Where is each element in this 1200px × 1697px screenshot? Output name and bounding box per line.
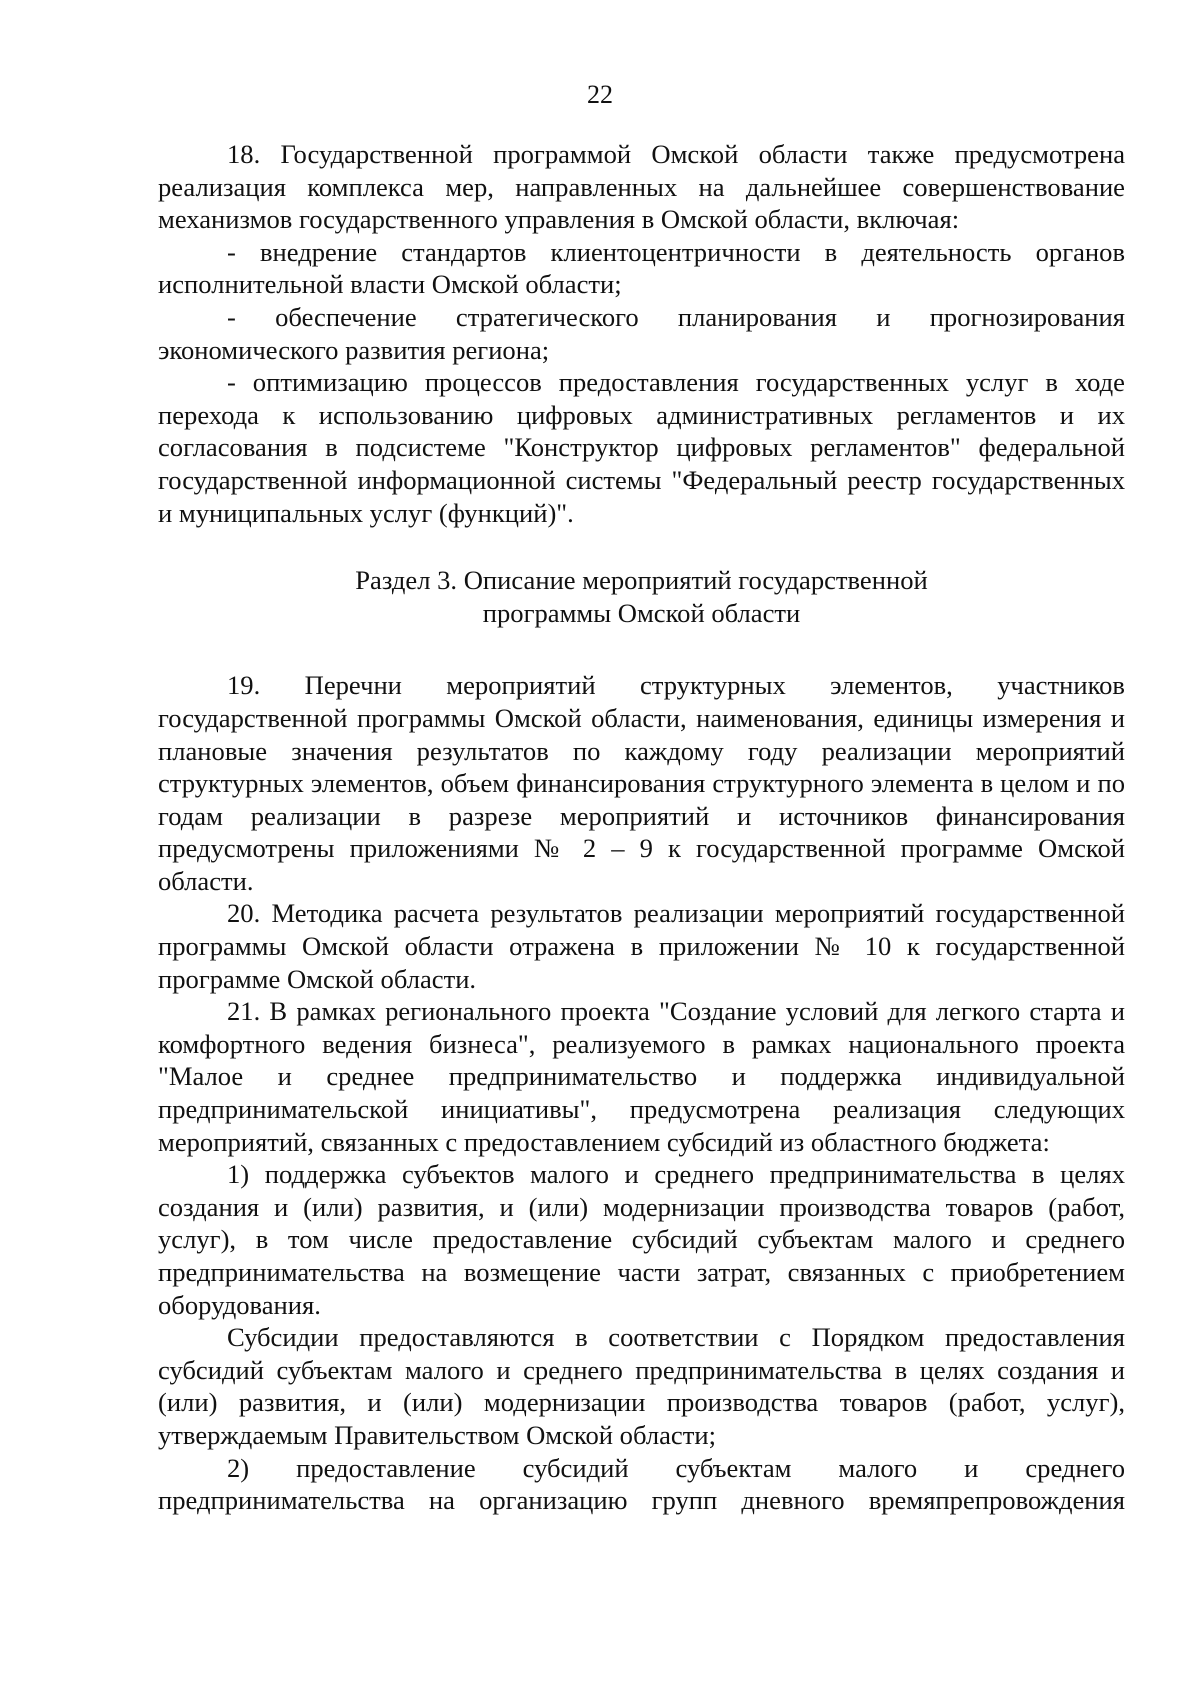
paragraph-18: 18. Государственной программой Омской области также предусмотрена реализация комплекса мер, направленных на дальнейшее совершенствование механизмов государственного управления в Омской области, включая: [158,139,1125,235]
paragraph-19: 19. Перечни мероприятий структурных элементов, участников государственной программы Омской области, наименования, единицы измерения и плановые значения результатов по каждому году реализации мероприятий структурных элементов, объем финансирования структурного элемента в целом и по годам реализации в разрезе мероприятий и источников финансирования предусмотрены приложениями № 2 – 9 к государственной программе Омской области. [158,670,1125,896]
paragraph-21-item-2: 2) предоставление субсидий субъектам малого и среднего предпринимательства на организацию групп дневного времяпрепровождения [158,1452,1125,1516]
paragraph-subsidies-order: Субсидии предоставляются в соответствии с Порядком предоставления субсидий субъектам малого и среднего предпринимательства в целях создания и (или) развития, и (или) модернизации производства товаров (работ, услуг), утверждаемым Правительством Омской области; [158,1322,1125,1450]
list-item-digital-regulations: - оптимизацию процессов предоставления государственных услуг в ходе перехода к использованию цифровых административных регламентов и их согласования в подсистеме "Конструктор цифровых регламентов" федеральной государственной информационной системы "Федеральный реестр государственных и муниципальных услуг (функций)". [158,367,1125,528]
paragraph-20: 20. Методика расчета результатов реализации мероприятий государственной программы Омской области отражена в приложении № 10 к государственной программе Омской области. [158,898,1125,994]
list-item-strategic-planning: - обеспечение стратегического планирования и прогнозирования экономического развития региона; [158,301,1125,365]
document-body [158,138,1125,1517]
list-item-client-centricity: - внедрение стандартов клиентоцентричности в деятельность органов исполнительной власти Омской области; [158,236,1125,300]
paragraph-21: 21. В рамках регионального проекта "Создание условий для легкого старта и комфортного ведения бизнеса", реализуемого в рамках национального проекта "Малое и среднее предпринимательство и поддержка индивидуальной предпринимательской инициативы", предусмотрена реализация следующих мероприятий, связанных с предоставлением субсидий из областного бюджета: [158,996,1125,1157]
paragraph-21-item-1: 1) поддержка субъектов малого и среднего предпринимательства в целях создания и (или) развития, и (или) модернизации производства товаров (работ, услуг), в том числе предоставление субсидий субъектам малого и среднего предпринимательства на возмещение части затрат, связанных с приобретением оборудования. [158,1159,1125,1320]
page-number: 22 [587,80,613,109]
section-heading-line-2: программы Омской области [482,597,801,628]
section-heading [158,564,1125,629]
section-heading-line-1: Раздел 3. Описание мероприятий государственной [355,565,928,596]
